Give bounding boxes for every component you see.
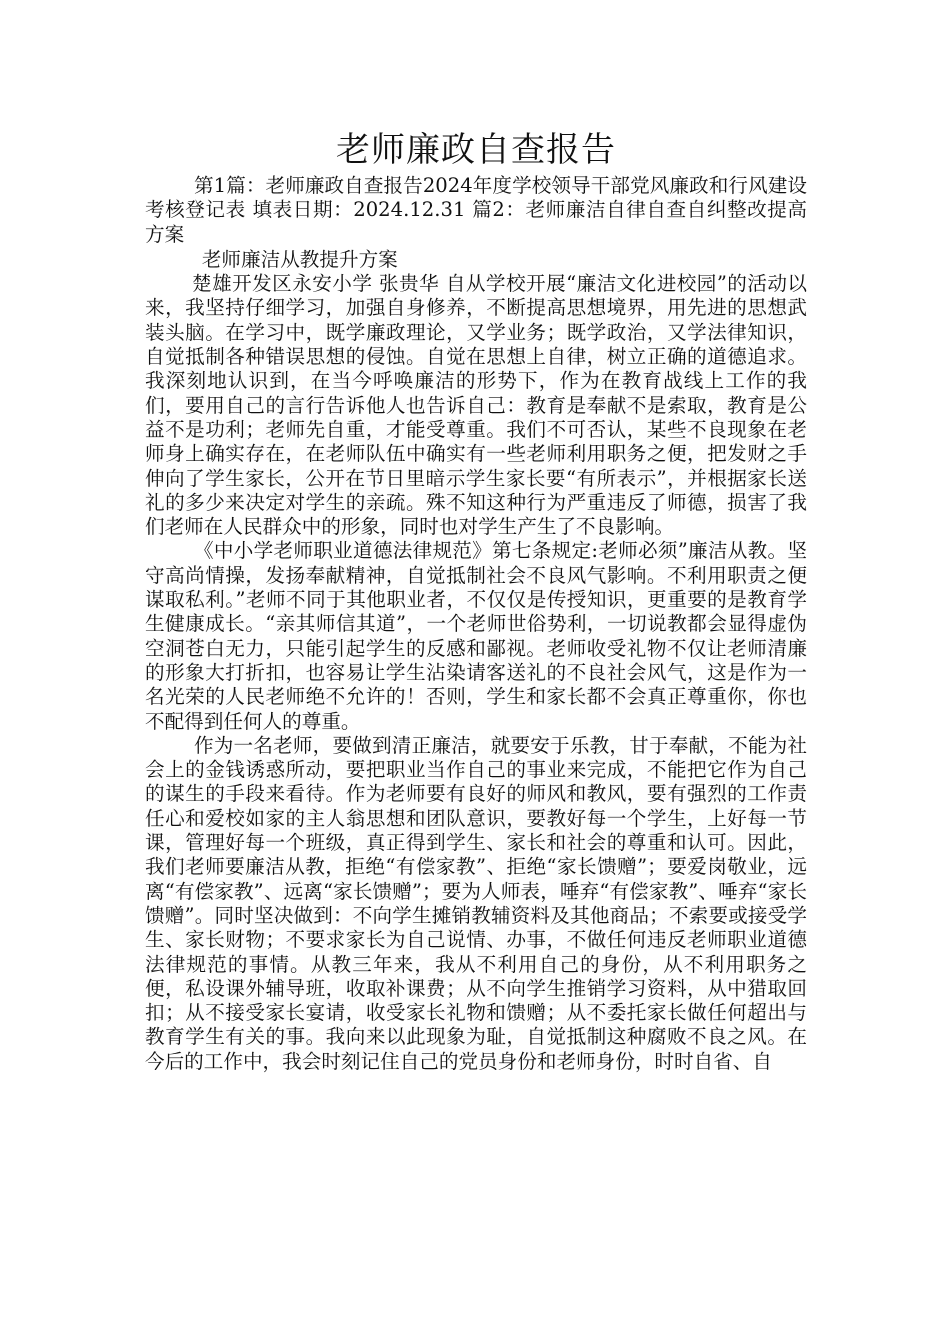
body-paragraph-1: 楚雄开发区永安小学 张贵华 自从学校开展“廉洁文化进校园”的活动以来，我坚持仔细学习，加强自身修养，不断提高思想境界，用先进的思想武装头脑。在学习中，既学廉政理论，又学业务；既学政治，又学法律知识，自觉抵制各种错误思想的侵蚀。自觉在思想上自律，树立正确的道德追求。我深刻地认识到，在当今呼唤廉洁的形势下，作为在教育战线上工作的我们，要用自己的言行告诉他人也告诉自己：教育是奉献不是索取，教育是公益不是功利；老师先自重，才能受尊重。我们不可否认，某些不良现象在老师身上确实存在，在老师队伍中确实有一些老师利用职务之便，把发财之手伸向了学生家长，公开在节日里暗示学生家长要“有所表示”，并根据家长送礼的多少来决定对学生的亲疏。殊不知这种行为严重违反了师德，损害了我们老师在人民群众中的形象，同时也对学生产生了不良影响。 bbox=[145, 272, 807, 539]
intro-paragraph: 第1篇：老师廉政自查报告2024年度学校领导干部党风廉政和行风建设考核登记表 填表日期：2024.12.31 篇2：老师廉洁自律自查自纠整改提高方案 bbox=[145, 174, 807, 246]
document-page bbox=[145, 128, 807, 1074]
subtitle: 老师廉洁从教提升方案 bbox=[201, 247, 398, 271]
document-title: 老师廉政自查报告 bbox=[336, 130, 616, 170]
body-paragraph-3: 作为一名老师，要做到清正廉洁，就要安于乐教，甘于奉献，不能为社会上的金钱诱惑所动，要把职业当作自己的事业来完成，不能把它作为自己的谋生的手段来看待。作为老师要有良好的师风和教风，要有强烈的工作责任心和爱校如家的主人翁思想和团队意识，要教好每一个学生，上好每一节课，管理好每一个班级，真正得到学生、家长和社会的尊重和认可。因此，我们老师要廉洁从教，拒绝“有偿家教”、拒绝“家长馈赠”；要爱岗敬业，远离“有偿家教”、远离“家长馈赠”；要为人师表，唾弃“有偿家教”、唾弃“家长馈赠”。同时坚决做到：不向学生摊销教辅资料及其他商品；不索要或接受学生、家长财物；不要求家长为自己说情、办事，不做任何违反老师职业道德法律规范的事情。从教三年来，我从不利用自己的身份，从不利用职务之便，私设课外辅导班，收取补课费；从不向学生推销学习资料，从中猎取回扣；从不接受家长宴请，收受家长礼物和馈赠；从不委托家长做任何超出与教育学生有关的事。我向来以此现象为耻，自觉抵制这种腐败不良之风。在今后的工作中，我会时刻记住自己的党员身份和老师身份，时时自省、自 bbox=[145, 733, 807, 1073]
body-paragraph-2: 《中小学老师职业道德法律规范》第七条规定:老师必须”廉洁从教。坚守高尚情操，发扬奉献精神，自觉抵制社会不良风气影响。不利用职责之便谋取私利。”老师不同于其他职业者，不仅仅是传授知识，更重要的是教育学生健康成长。“亲其师信其道”，一个老师世俗势利，一切说教都会显得虚伪空洞苍白无力，只能引起学生的反感和鄙视。老师收受礼物不仅让老师清廉的形象大打折扣，也容易让学生沾染请客送礼的不良社会风气，这是作为一名光荣的人民老师绝不允许的！否则，学生和家长都不会真正尊重你，你也不配得到任何人的尊重。 bbox=[145, 539, 807, 733]
